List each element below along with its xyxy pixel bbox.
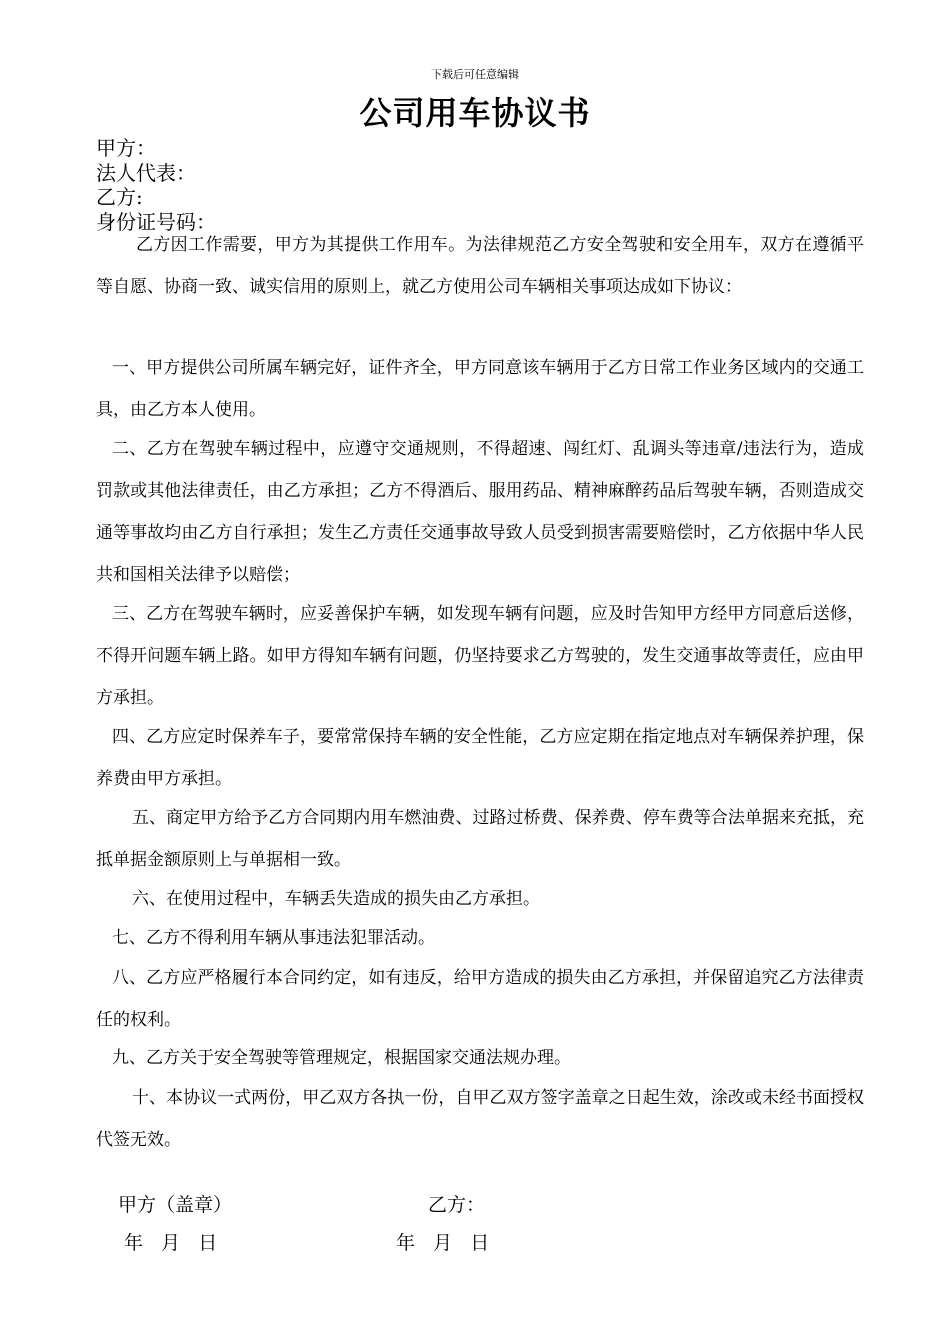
document-title: 公司用车协议书 [359, 94, 591, 132]
party-b-sign-label: 乙方： [428, 1194, 486, 1216]
clause-8: 八、乙方应严格履行本合同约定，如有违反，给甲方造成的损失由乙方承担，并保留追究乙方法律责任的权利。 [96, 968, 864, 1030]
party-a-seal-label: 甲方（盖章） [118, 1194, 233, 1216]
clause-7: 七、乙方不得利用车辆从事违法犯罪活动。 [112, 928, 435, 948]
party-b-date: 年 月 日 [396, 1232, 490, 1254]
clause-4: 四、乙方应定时保养车子，要常常保持车辆的安全性能，乙方应定期在指定地点对车辆保养护理，保养费由甲方承担。 [96, 727, 864, 789]
header-note: 下载后可任意编辑 [431, 68, 519, 81]
party-a-date: 年 月 日 [124, 1232, 218, 1254]
party-b-label: 乙方: [96, 185, 143, 209]
clause-1: 一、甲方提供公司所属车辆完好，证件齐全，甲方同意该车辆用于乙方日常工作业务区域内的交通工具，由乙方本人使用。 [96, 358, 864, 420]
clause-10: 十、本协议一式两份，甲乙双方各执一份，自甲乙双方签字盖章之日起生效，涂改或未经书面授权代签无效。 [96, 1088, 864, 1150]
id-number-label: 身份证号码： [96, 210, 216, 234]
clause-6: 六、在使用过程中，车辆丢失造成的损失由乙方承担。 [132, 889, 540, 909]
legal-rep-label: 法人代表： [96, 161, 196, 185]
clause-2: 二、乙方在驾驶车辆过程中，应遵守交通规则，不得超速、闯红灯、乱调头等违章/违法行为，造成罚款或其他法律责任，由乙方承担；乙方不得酒后、服用药品、精神麻醉药品后驾驶车辆，否则造成交通等事故均由乙方自行承担；发生乙方责任交通事故导致人员受到损害需要赔偿时，乙方依据中华人民共和国相关法律予以赔偿； [96, 439, 864, 585]
party-a-label: 甲方： [96, 136, 156, 160]
clause-5: 五、商定甲方给予乙方合同期内用车燃油费、过路过桥费、保养费、停车费等合法单据来充抵，充抵单据金额原则上与单据相一致。 [96, 808, 864, 870]
intro-paragraph: 乙方因工作需要，甲方为其提供工作用车。为法律规范乙方安全驾驶和安全用车，双方在遵循平等自愿、协商一致、诚实信用的原则上，就乙方使用公司车辆相关事项达成如下协议： [96, 235, 864, 297]
clause-9: 九、乙方关于安全驾驶等管理规定，根据国家交通法规办理。 [112, 1048, 571, 1068]
clause-3: 三、乙方在驾驶车辆时，应妥善保护车辆，如发现车辆有问题，应及时告知甲方经甲方同意后送修，不得开问题车辆上路。如甲方得知车辆有问题，仍坚持要求乙方驾驶的，发生交通事故等责任，应由甲方承担。 [96, 604, 864, 708]
